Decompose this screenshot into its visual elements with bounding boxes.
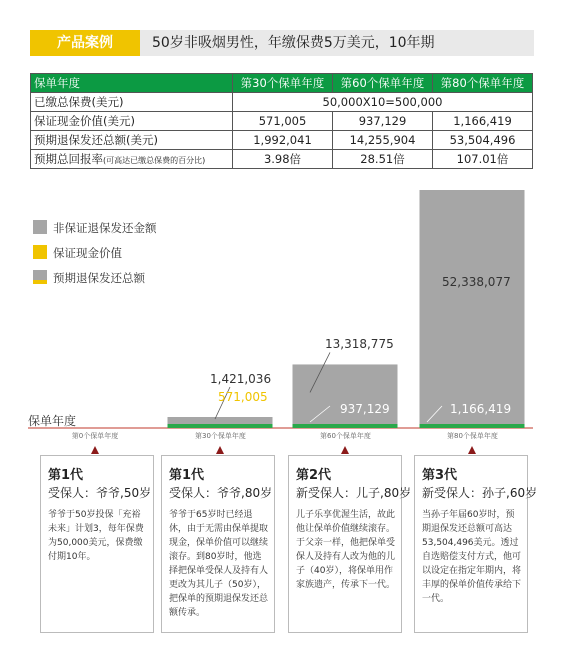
bar-guaranteed <box>168 424 273 428</box>
bar-guaranteed <box>293 424 398 428</box>
header-title: 50岁非吸烟男性，年缴保费5万美元，10年期 <box>152 35 435 51</box>
card-insured: 新受保人：儿子,80岁 <box>296 486 412 500</box>
row-label-text: 预期总回报率 <box>34 152 103 166</box>
table-cell: 3.98倍 <box>233 150 333 169</box>
table-cell: 1,992,041 <box>233 131 333 150</box>
x-tick-label: 第60个保单年度 <box>320 432 371 440</box>
legend-label: 保证现金价值 <box>53 246 122 260</box>
card-generation: 第1代 <box>169 468 205 483</box>
card-insured: 受保人：爷爷,50岁 <box>48 486 152 500</box>
table-cell: 107.01倍 <box>433 150 533 169</box>
table-header-cell: 第60个保单年度 <box>333 74 433 93</box>
table-cell: 937,129 <box>333 112 433 131</box>
data-label-guaranteed: 937,129 <box>340 402 390 416</box>
data-label-non-guaranteed: 13,318,775 <box>325 337 394 352</box>
card-generation: 第1代 <box>48 468 84 483</box>
table-cell: 28.51倍 <box>333 150 433 169</box>
bar-non-guaranteed <box>168 417 273 424</box>
table-cell: 14,255,904 <box>333 131 433 150</box>
data-label-guaranteed: 571,005 <box>218 390 268 404</box>
card-description: 儿子乐享优渥生活，故此他让保单价值继续滚存。于父亲一样，他把保单受保人及持有人改为他的儿子（40岁），将保单用作家族遗产，传承下一代。 <box>296 510 396 590</box>
bar-non-guaranteed <box>420 190 525 424</box>
card-insured: 新受保人：孙子,60岁 <box>422 486 538 500</box>
x-tick-label: 第80个保单年度 <box>447 432 498 440</box>
x-axis-title: 保单年度 <box>28 414 77 428</box>
bar-guaranteed <box>420 424 525 428</box>
row-label-note: (可高达已缴总保费的百分比) <box>103 156 206 165</box>
generation-card <box>288 455 412 633</box>
table-header-cell: 第30个保单年度 <box>233 74 333 93</box>
header-tag: 产品案例 <box>30 30 140 56</box>
data-label-non-guaranteed: 1,421,036 <box>210 372 272 386</box>
row-label: 预期退保发还总额(美元) <box>31 131 233 150</box>
generation-card <box>161 455 275 633</box>
legend-label: 非保证退保发还金额 <box>53 221 157 235</box>
data-label-guaranteed: 1,166,419 <box>450 402 512 416</box>
generation-card <box>40 455 154 633</box>
table-header-cell: 保单年度 <box>31 74 233 93</box>
legend-label: 预期退保发还总额 <box>53 271 145 285</box>
x-tick-label: 第30个保单年度 <box>195 432 246 440</box>
row-label: 已缴总保费(美元) <box>31 93 233 112</box>
table-cell: 50,000X10=500,000 <box>233 93 533 112</box>
card-insured: 受保人：爷爷,80岁 <box>169 486 273 500</box>
tick-marker <box>91 446 99 454</box>
x-tick-label: 第0个保单年度 <box>71 432 119 440</box>
generation-card <box>414 455 538 633</box>
card-generation: 第2代 <box>296 468 332 483</box>
table-header-cell: 第80个保单年度 <box>433 74 533 93</box>
table-cell: 571,005 <box>233 112 333 131</box>
row-label: 保证现金价值(美元) <box>31 112 233 131</box>
table-cell: 53,504,496 <box>433 131 533 150</box>
table-cell: 1,166,419 <box>433 112 533 131</box>
tick-marker <box>341 446 349 454</box>
tick-marker <box>216 446 224 454</box>
card-description: 当孙子年届60岁时，预期退保发还总额可高达53,504,496美元。透过自选赔偿支付方式，他可以设定在指定年期内，将丰厚的保单价值传承给下一代。 <box>422 510 522 604</box>
tick-marker <box>468 446 476 454</box>
data-label-non-guaranteed: 52,338,077 <box>442 275 511 289</box>
card-description: 爷爷于50岁投保「充裕未来」计划3，每年保费为50,000美元，保费缴付期10年。 <box>48 510 144 562</box>
card-description: 爷爷于65岁时已经退休，由于无需由保单提取现金，保单价值可以继续滚存。到80岁时，他选择把保单受保人及持有人更改为其儿子（50岁），把保单的预期退保发还总额传承。 <box>169 510 269 618</box>
card-generation: 第3代 <box>422 468 458 483</box>
